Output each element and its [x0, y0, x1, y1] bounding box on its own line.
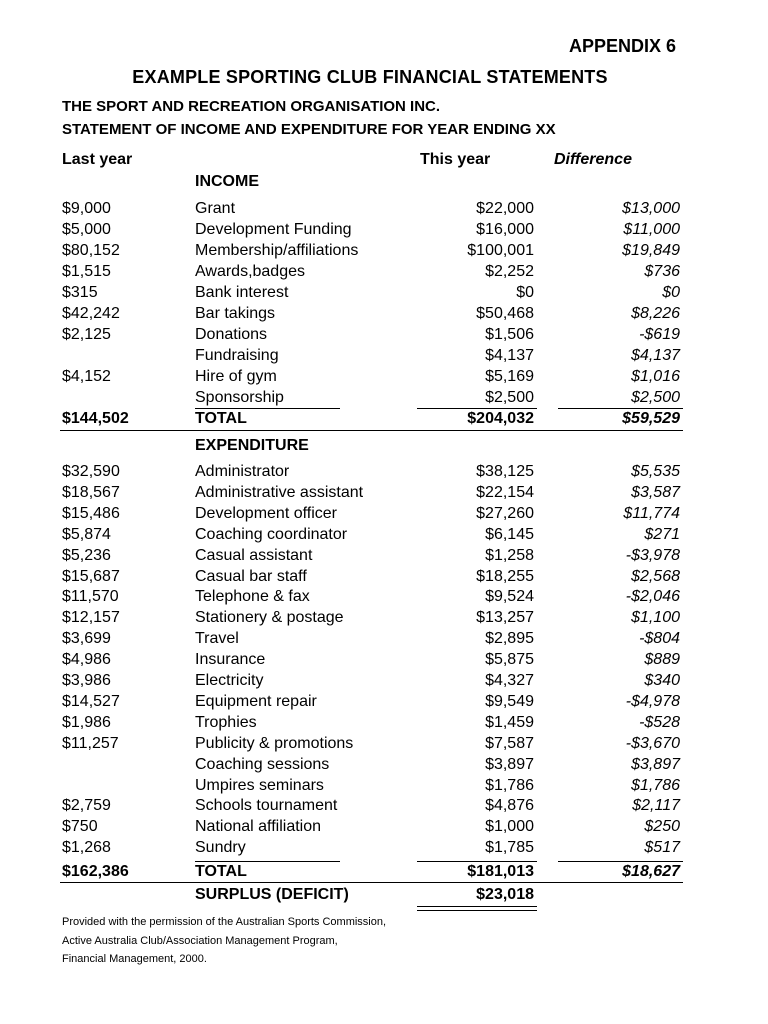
expenditure-last-year-cell: $2,759 — [62, 797, 111, 815]
expenditure-this-year-cell: $38,125 — [476, 463, 534, 480]
expenditure-difference-cell: $2,568 — [631, 567, 680, 585]
statement-title: STATEMENT OF INCOME AND EXPENDITURE FOR YEAR ENDING XX — [62, 121, 556, 138]
expenditure-this-year-cell: $18,255 — [476, 567, 534, 585]
expenditure-description-cell: Development officer — [195, 504, 337, 522]
expenditure-row — [0, 524, 768, 545]
organisation-name: THE SPORT AND RECREATION ORGANISATION INC. — [62, 98, 441, 115]
expenditure-description-cell: Electricity — [195, 672, 264, 689]
income-last-year-cell: $2,125 — [62, 326, 111, 343]
income-total-last: $144,502 — [62, 410, 129, 427]
expenditure-row — [0, 649, 768, 670]
income-row — [0, 324, 768, 345]
expenditure-description-cell: Trophies — [195, 713, 257, 731]
surplus-label: SURPLUS (DEFICIT) — [195, 886, 349, 903]
expenditure-this-year-cell: $6,145 — [485, 525, 534, 543]
expenditure-difference-cell: -$3,670 — [625, 734, 680, 752]
footnote-line-3: Financial Management, 2000. — [62, 953, 207, 965]
expenditure-difference-cell: $1,100 — [631, 609, 680, 627]
expenditure-difference-cell: -$804 — [639, 630, 680, 648]
column-header-this-year: This year — [420, 151, 491, 168]
expenditure-last-year-cell: $11,570 — [62, 588, 119, 606]
expenditure-this-year-cell: $1,459 — [485, 713, 534, 731]
expenditure-this-year-cell: $7,587 — [485, 734, 534, 752]
expenditure-last-year-cell: $4,986 — [62, 651, 111, 669]
income-total-diff: $59,529 — [622, 410, 680, 427]
expenditure-total-this: $181,013 — [467, 863, 534, 880]
expenditure-row — [0, 503, 768, 524]
expenditure-last-year-cell: $18,567 — [62, 483, 120, 501]
expenditure-total-last: $162,386 — [62, 863, 129, 880]
income-difference-cell: $4,137 — [631, 347, 680, 364]
expenditure-description-cell: National affiliation — [195, 818, 322, 836]
income-description-cell: Fundraising — [195, 347, 279, 364]
expenditure-row — [0, 545, 768, 566]
income-row — [0, 387, 768, 408]
expenditure-row — [0, 816, 768, 837]
income-this-year-cell: $2,252 — [485, 263, 534, 280]
income-description-cell: Awards,badges — [195, 263, 305, 280]
income-difference-cell: $11,000 — [623, 221, 680, 238]
income-last-year-cell: $42,242 — [62, 305, 120, 322]
expenditure-total-label: TOTAL — [195, 863, 247, 880]
expenditure-difference-cell: -$3,978 — [625, 546, 680, 564]
income-this-year-cell: $5,169 — [485, 368, 534, 385]
expenditure-this-year-cell: $2,895 — [485, 630, 534, 648]
column-header-difference: Difference — [554, 151, 632, 168]
income-this-year-cell: $50,468 — [476, 305, 534, 322]
expenditure-description-cell: Telephone & fax — [195, 588, 310, 606]
column-header-last-year: Last year — [62, 151, 133, 168]
expenditure-row — [0, 775, 768, 796]
income-last-year-cell: $80,152 — [62, 242, 120, 259]
expenditure-difference-cell: $2,117 — [632, 797, 680, 815]
income-this-year-cell: $1,506 — [485, 326, 534, 343]
expenditure-description-cell: Equipment repair — [195, 692, 317, 710]
expenditure-difference-cell: -$2,046 — [625, 588, 680, 606]
expenditure-description-cell: Sundry — [195, 839, 246, 857]
expenditure-row — [0, 566, 768, 587]
income-difference-cell: $736 — [644, 263, 680, 280]
expenditure-last-year-cell: $14,527 — [62, 692, 120, 710]
expenditure-this-year-cell: $4,876 — [485, 797, 534, 815]
expenditure-difference-cell: $3,587 — [631, 483, 680, 501]
expenditure-difference-cell: $889 — [644, 651, 680, 669]
income-description-cell: Bank interest — [195, 284, 289, 301]
expenditure-last-year-cell: $3,699 — [62, 630, 111, 648]
expenditure-row — [0, 795, 768, 816]
income-row — [0, 282, 768, 303]
footnote-line-2: Active Australia Club/Association Management Program, — [62, 935, 338, 947]
expenditure-last-year-cell: $11,257 — [62, 734, 119, 752]
expenditure-row — [0, 754, 768, 775]
expenditure-difference-cell: $11,774 — [623, 504, 680, 522]
income-description-cell: Sponsorship — [195, 389, 284, 406]
income-row — [0, 198, 768, 219]
income-difference-cell: -$619 — [639, 326, 680, 343]
income-total-row — [0, 408, 768, 429]
income-heading: INCOME — [195, 173, 259, 190]
expenditure-this-year-cell: $1,258 — [485, 546, 534, 564]
expenditure-difference-cell: $5,535 — [631, 463, 680, 480]
income-total-this: $204,032 — [467, 410, 534, 427]
expenditure-this-year-cell: $9,524 — [485, 588, 534, 606]
expenditure-difference-cell: $517 — [644, 839, 680, 857]
income-last-year-cell: $1,515 — [62, 263, 111, 280]
expenditure-description-cell: Coaching coordinator — [195, 525, 348, 543]
expenditure-last-year-cell: $750 — [62, 818, 98, 836]
income-difference-cell: $0 — [662, 284, 680, 301]
expenditure-heading: EXPENDITURE — [195, 437, 309, 454]
expenditure-this-year-cell: $1,785 — [485, 839, 534, 857]
income-this-year-cell: $16,000 — [476, 221, 534, 238]
income-description-cell: Development Funding — [195, 221, 352, 238]
expenditure-last-year-cell: $32,590 — [62, 463, 120, 480]
expenditure-description-cell: Administrator — [195, 463, 290, 480]
expenditure-row — [0, 837, 768, 858]
income-row — [0, 219, 768, 240]
surplus-double-underline — [417, 906, 537, 911]
income-row — [0, 366, 768, 387]
expenditure-last-year-cell: $3,986 — [62, 672, 111, 689]
income-last-year-cell: $315 — [62, 284, 98, 301]
expenditure-last-year-cell: $15,687 — [62, 567, 120, 585]
expenditure-description-cell: Publicity & promotions — [195, 734, 354, 752]
surplus-value: $23,018 — [476, 886, 534, 903]
income-this-year-cell: $22,000 — [476, 200, 534, 217]
expenditure-difference-cell: $340 — [644, 672, 680, 689]
expenditure-description-cell: Schools tournament — [195, 797, 338, 815]
expenditure-difference-cell: $271 — [644, 525, 680, 543]
expenditure-difference-cell: -$4,978 — [625, 692, 680, 710]
income-description-cell: Membership/affiliations — [195, 242, 359, 259]
income-description-cell: Bar takings — [195, 305, 276, 322]
expenditure-row — [0, 712, 768, 733]
expenditure-difference-cell: $250 — [644, 818, 680, 836]
expenditure-this-year-cell: $3,897 — [485, 755, 534, 773]
expenditure-this-year-cell: $27,260 — [476, 504, 534, 522]
expenditure-last-year-cell: $1,986 — [62, 713, 111, 731]
expenditure-row — [0, 733, 768, 754]
expenditure-last-year-cell: $15,486 — [62, 504, 120, 522]
income-difference-cell: $8,226 — [631, 305, 680, 322]
expenditure-row — [0, 628, 768, 649]
expenditure-total-underline — [60, 882, 683, 883]
expenditure-row — [0, 691, 768, 712]
expenditure-description-cell: Casual bar staff — [195, 567, 307, 585]
expenditure-description-cell: Casual assistant — [195, 546, 313, 564]
expenditure-difference-cell: -$528 — [639, 713, 680, 731]
income-this-year-cell: $0 — [516, 284, 534, 301]
income-description-cell: Donations — [195, 326, 268, 343]
expenditure-row — [0, 461, 768, 482]
appendix-label: APPENDIX 6 — [568, 36, 676, 56]
expenditure-description-cell: Stationery & postage — [195, 609, 344, 627]
expenditure-this-year-cell: $5,875 — [485, 651, 534, 669]
income-this-year-cell: $100,001 — [467, 242, 534, 259]
expenditure-this-year-cell: $22,154 — [476, 483, 534, 501]
expenditure-this-year-cell: $9,549 — [485, 692, 534, 710]
income-last-year-cell: $9,000 — [62, 200, 111, 217]
income-last-year-cell: $4,152 — [62, 368, 111, 385]
expenditure-description-cell: Umpires seminars — [195, 776, 324, 794]
income-difference-cell: $13,000 — [622, 200, 680, 217]
expenditure-this-year-cell: $13,257 — [476, 609, 534, 627]
expenditure-this-year-cell: $1,786 — [485, 776, 534, 794]
expenditure-last-year-cell: $5,236 — [62, 546, 111, 564]
income-description-cell: Grant — [195, 200, 236, 217]
expenditure-total-row — [0, 861, 768, 882]
income-total-underline — [60, 430, 683, 431]
footnote-line-1: Provided with the permission of the Australian Sports Commission, — [62, 916, 387, 928]
income-this-year-cell: $4,137 — [485, 347, 534, 364]
expenditure-row — [0, 482, 768, 503]
income-difference-cell: $2,500 — [631, 389, 680, 406]
income-description-cell: Hire of gym — [195, 368, 277, 385]
expenditure-description-cell: Travel — [195, 630, 239, 648]
expenditure-difference-cell: $1,786 — [631, 776, 680, 794]
main-title: EXAMPLE SPORTING CLUB FINANCIAL STATEMENTS — [132, 67, 608, 87]
expenditure-last-year-cell: $12,157 — [62, 609, 120, 627]
expenditure-row — [0, 586, 768, 607]
expenditure-description-cell: Insurance — [195, 651, 266, 669]
expenditure-row — [0, 607, 768, 628]
expenditure-difference-cell: $3,897 — [631, 755, 680, 773]
income-row — [0, 240, 768, 261]
income-difference-cell: $19,849 — [622, 242, 680, 259]
income-difference-cell: $1,016 — [631, 368, 680, 385]
expenditure-total-diff: $18,627 — [622, 863, 680, 880]
expenditure-last-year-cell: $5,874 — [62, 525, 111, 543]
surplus-row — [0, 884, 768, 905]
income-total-label: TOTAL — [195, 410, 247, 427]
expenditure-this-year-cell: $4,327 — [485, 672, 534, 689]
income-row — [0, 303, 768, 324]
expenditure-row — [0, 670, 768, 691]
expenditure-description-cell: Administrative assistant — [195, 483, 364, 501]
expenditure-last-year-cell: $1,268 — [62, 839, 111, 857]
income-this-year-cell: $2,500 — [485, 389, 534, 406]
expenditure-description-cell: Coaching sessions — [195, 755, 330, 773]
income-row — [0, 345, 768, 366]
expenditure-this-year-cell: $1,000 — [485, 818, 534, 836]
income-row — [0, 261, 768, 282]
income-last-year-cell: $5,000 — [62, 221, 111, 238]
